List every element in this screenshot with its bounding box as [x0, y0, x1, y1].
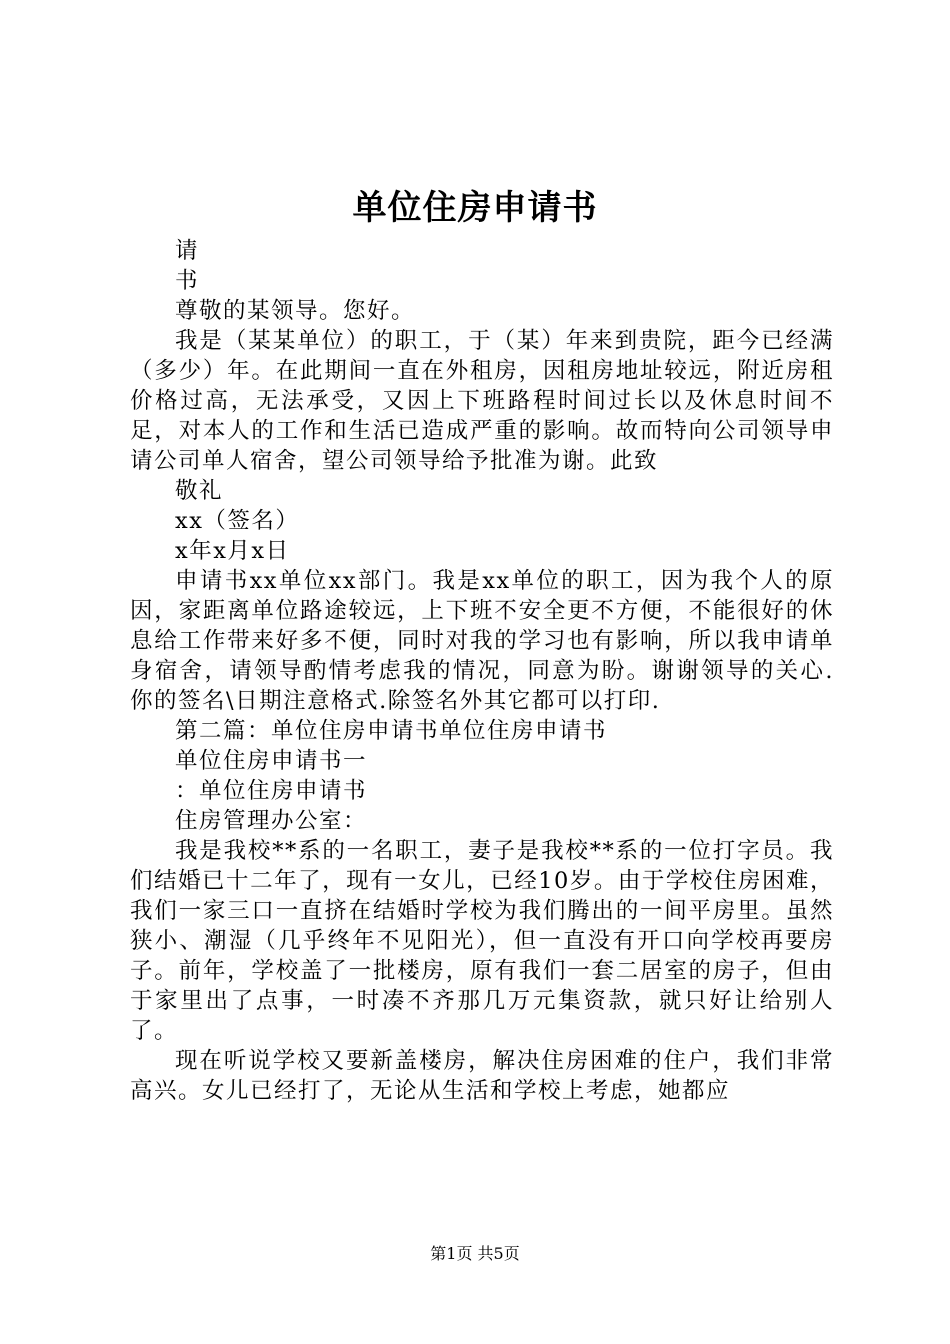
paragraph: 第二篇：单位住房申请书单位住房申请书 — [175, 718, 608, 744]
paragraph: xx（签名） — [175, 508, 300, 534]
document-body — [130, 236, 834, 1106]
paragraph: 我是我校**系的一名职工，妻子是我校**系的一位打字员。我们结婚已十二年了，现有一女儿，已经10岁。由于学校住房困难，我们一家三口一直挤在结婚时学校为我们腾出的一间平房里。虽然狭小、潮湿（几乎终年不见阳光），但一直没有开口向学校再要房子。前年，学校盖了一批楼房，原有我们一套二居室的房子，但由于家里出了点事，一时凑不齐那几万元集资款，就只好让给别人了。 — [130, 838, 834, 1044]
document-title: 单位住房申请书 — [352, 188, 598, 228]
paragraph: 申请书xx单位xx部门。我是xx单位的职工，因为我个人的原因，家距离单位路途较远，上下班不安全更不方便，不能很好的休息给工作带来好多不便，同时对我的学习也有影响，所以我申请单身宿舍，请领导酌情考虑我的情况，同意为盼。谢谢领导的关心.你的签名\日期注意格式.除签名外其它都可以打印. — [130, 568, 834, 714]
paragraph: 尊敬的某领导。您好。 — [175, 298, 416, 324]
paragraph: 我是（某某单位）的职工，于（某）年来到贵院，距今已经满（多少）年。在此期间一直在外租房，因租房地址较远，附近房租价格过高，无法承受，又因上下班路程时间过长以及休息时间不足，对本人的工作和生活已造成严重的影响。故而特向公司领导申请公司单人宿舍，望公司领导给予批准为谢。此致 — [130, 328, 834, 474]
paragraph: x年x月x日 — [175, 538, 290, 564]
paragraph: ：单位住房申请书 — [175, 778, 368, 804]
paragraph: 住房管理办公室： — [175, 808, 368, 834]
paragraph: 现在听说学校又要新盖楼房，解决住房困难的住户，我们非常高兴。女儿已经打了，无论从生活和学校上考虑，她都应 — [130, 1048, 834, 1104]
paragraph: 敬礼 — [175, 478, 224, 504]
paragraph: 请 — [175, 238, 200, 264]
paragraph: 书 — [175, 268, 200, 294]
page-footer: 第1页 共5页 — [430, 1244, 520, 1263]
paragraph: 单位住房申请书一 — [175, 748, 368, 774]
